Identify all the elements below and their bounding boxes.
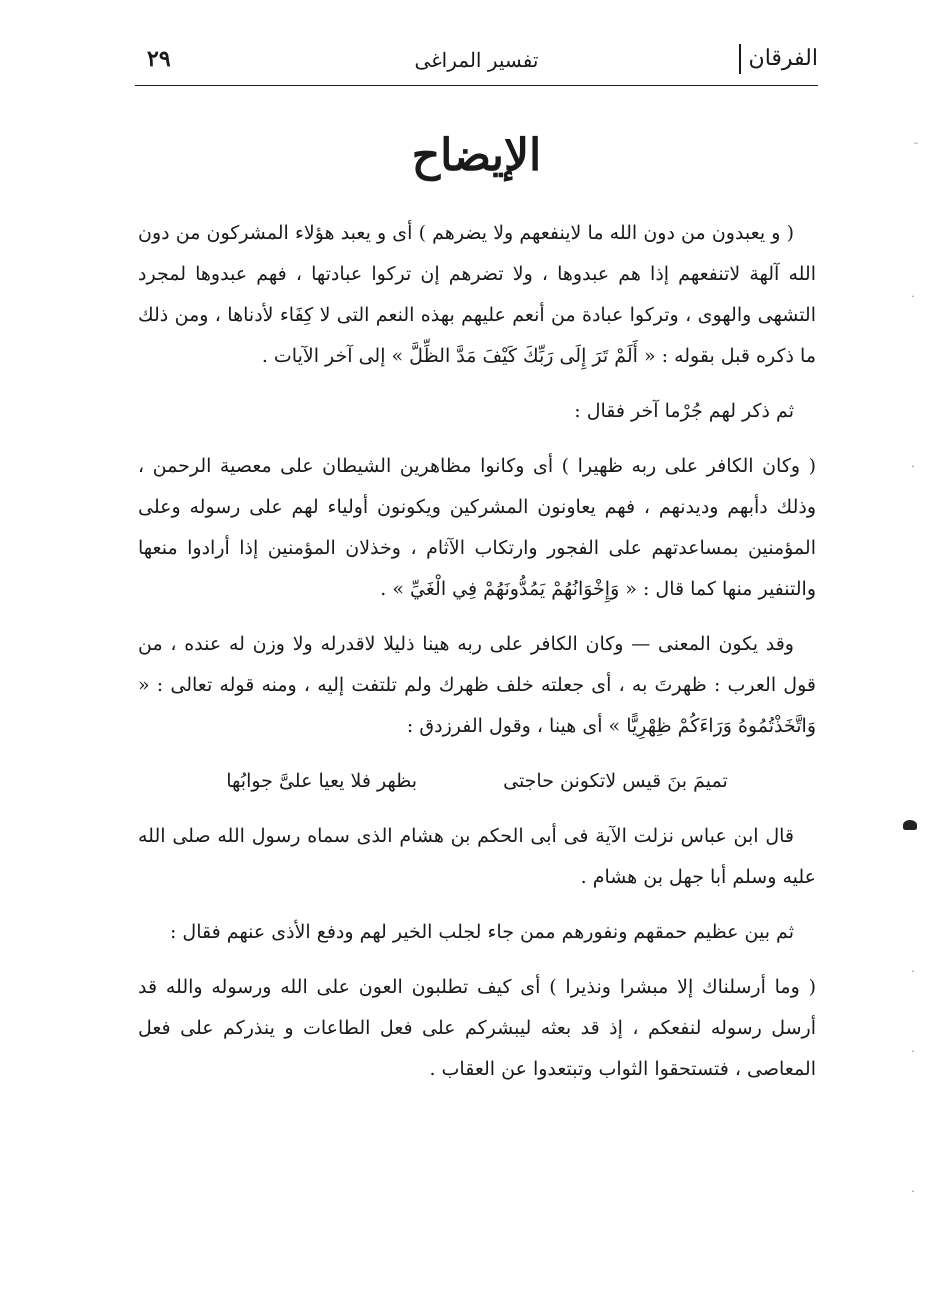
verse-second-hemistich: بظهر فلا يعيا علىَّ جوابُها [226, 770, 418, 792]
body-text [138, 213, 816, 1104]
paragraph: وقد يكون المعنى — وكان الكافر على ربه هينا ذليلا لاقدرله ولا وزن له عنده ، من قول العرب : ظهرتَ به ، أى جعلته خلف ظهرك ولم تلتفت إليه ، ومنه قوله تعالى : « وَاتَّخَذْتُمُوهُ وَرَاءَكُمْ ظِهْرِيًّا » أى هينا ، وقول الفرزدق : [138, 633, 816, 737]
running-header [135, 40, 818, 88]
margin-speck: · [911, 460, 915, 473]
poetry-verse [138, 761, 816, 802]
page-number: ٢٩ [147, 46, 171, 72]
paragraph: ثم بين عظيم حمقهم ونفورهم ممن جاء لجلب الخير لهم ودفع الأذى عنهم فقال : [169, 921, 794, 943]
margin-speck [905, 140, 921, 156]
paragraph: ثم ذكر لهم جُرْما آخر فقال : [574, 400, 794, 422]
margin-speck: · [911, 1185, 915, 1198]
paragraph: ( وكان الكافر على ربه ظهيرا ) أى وكانوا مظاهرين الشيطان على معصية الرحمن ، وذلك دأبهم وديدنهم ، فهم يعاونون المشركين ويكونون أولياء لهم على رسوله وعلى المؤمنين بمساعدتهم على الفجور وارتكاب الآثام ، وخذلان المؤمنين إذا أرادوا منعها والتنفير منها كما قال : « وَإِخْوَانُهُمْ يَمُدُّونَهُمْ فِي الْغَيِّ » . [138, 455, 816, 600]
paragraph: ( و يعبدون من دون الله ما لاينفعهم ولا يضرهم ) أى و يعبد هؤلاء المشركون من دون الله آلهة لاتنفعهم إذا هم عبدوها ، ولا تضرهم إن تركوا عبادتها ، فهم عبدوها لمجرد التشهى والهوى ، وتركوا عبادة من أنعم عليهم بهذه النعم التى لا كِفَاء لأدناها ، ومن ذلك ما ذكره قبل بقوله : « أَلَمْ تَرَ إِلَى رَبِّكَ كَيْفَ مَدَّ الظِّلَّ » إلى آخر الآيات . [138, 222, 816, 367]
paragraph: ( وما أرسلناك إلا مبشرا ونذيرا ) أى كيف تطلبون العون على الله ورسوله والله قد أرسل رسوله لنفعكم ، إذ قد بعثه ليبشركم على فعل الطاعات و ينذركم على فعل المعاصى ، فتستحقوا الثواب وتبتعدوا عن العقاب . [138, 976, 816, 1080]
margin-speck: · [911, 965, 915, 978]
header-rule [135, 85, 818, 86]
verse-first-hemistich: تميمَ بنَ قيس لاتكونن حاجتى [503, 770, 728, 792]
surah-name: الفرقان [739, 44, 818, 74]
section-heading: الإيضاح [411, 130, 542, 181]
book-title: تفسير المراغى [414, 48, 539, 72]
paragraph: قال ابن عباس نزلت الآية فى أبى الحكم بن هشام الذى سماه رسول الله صلى الله عليه وسلم أبا جهل بن هشام . [138, 825, 816, 888]
margin-blot [903, 820, 917, 830]
margin-speck: · [911, 1045, 915, 1058]
margin-speck: · [911, 290, 915, 303]
